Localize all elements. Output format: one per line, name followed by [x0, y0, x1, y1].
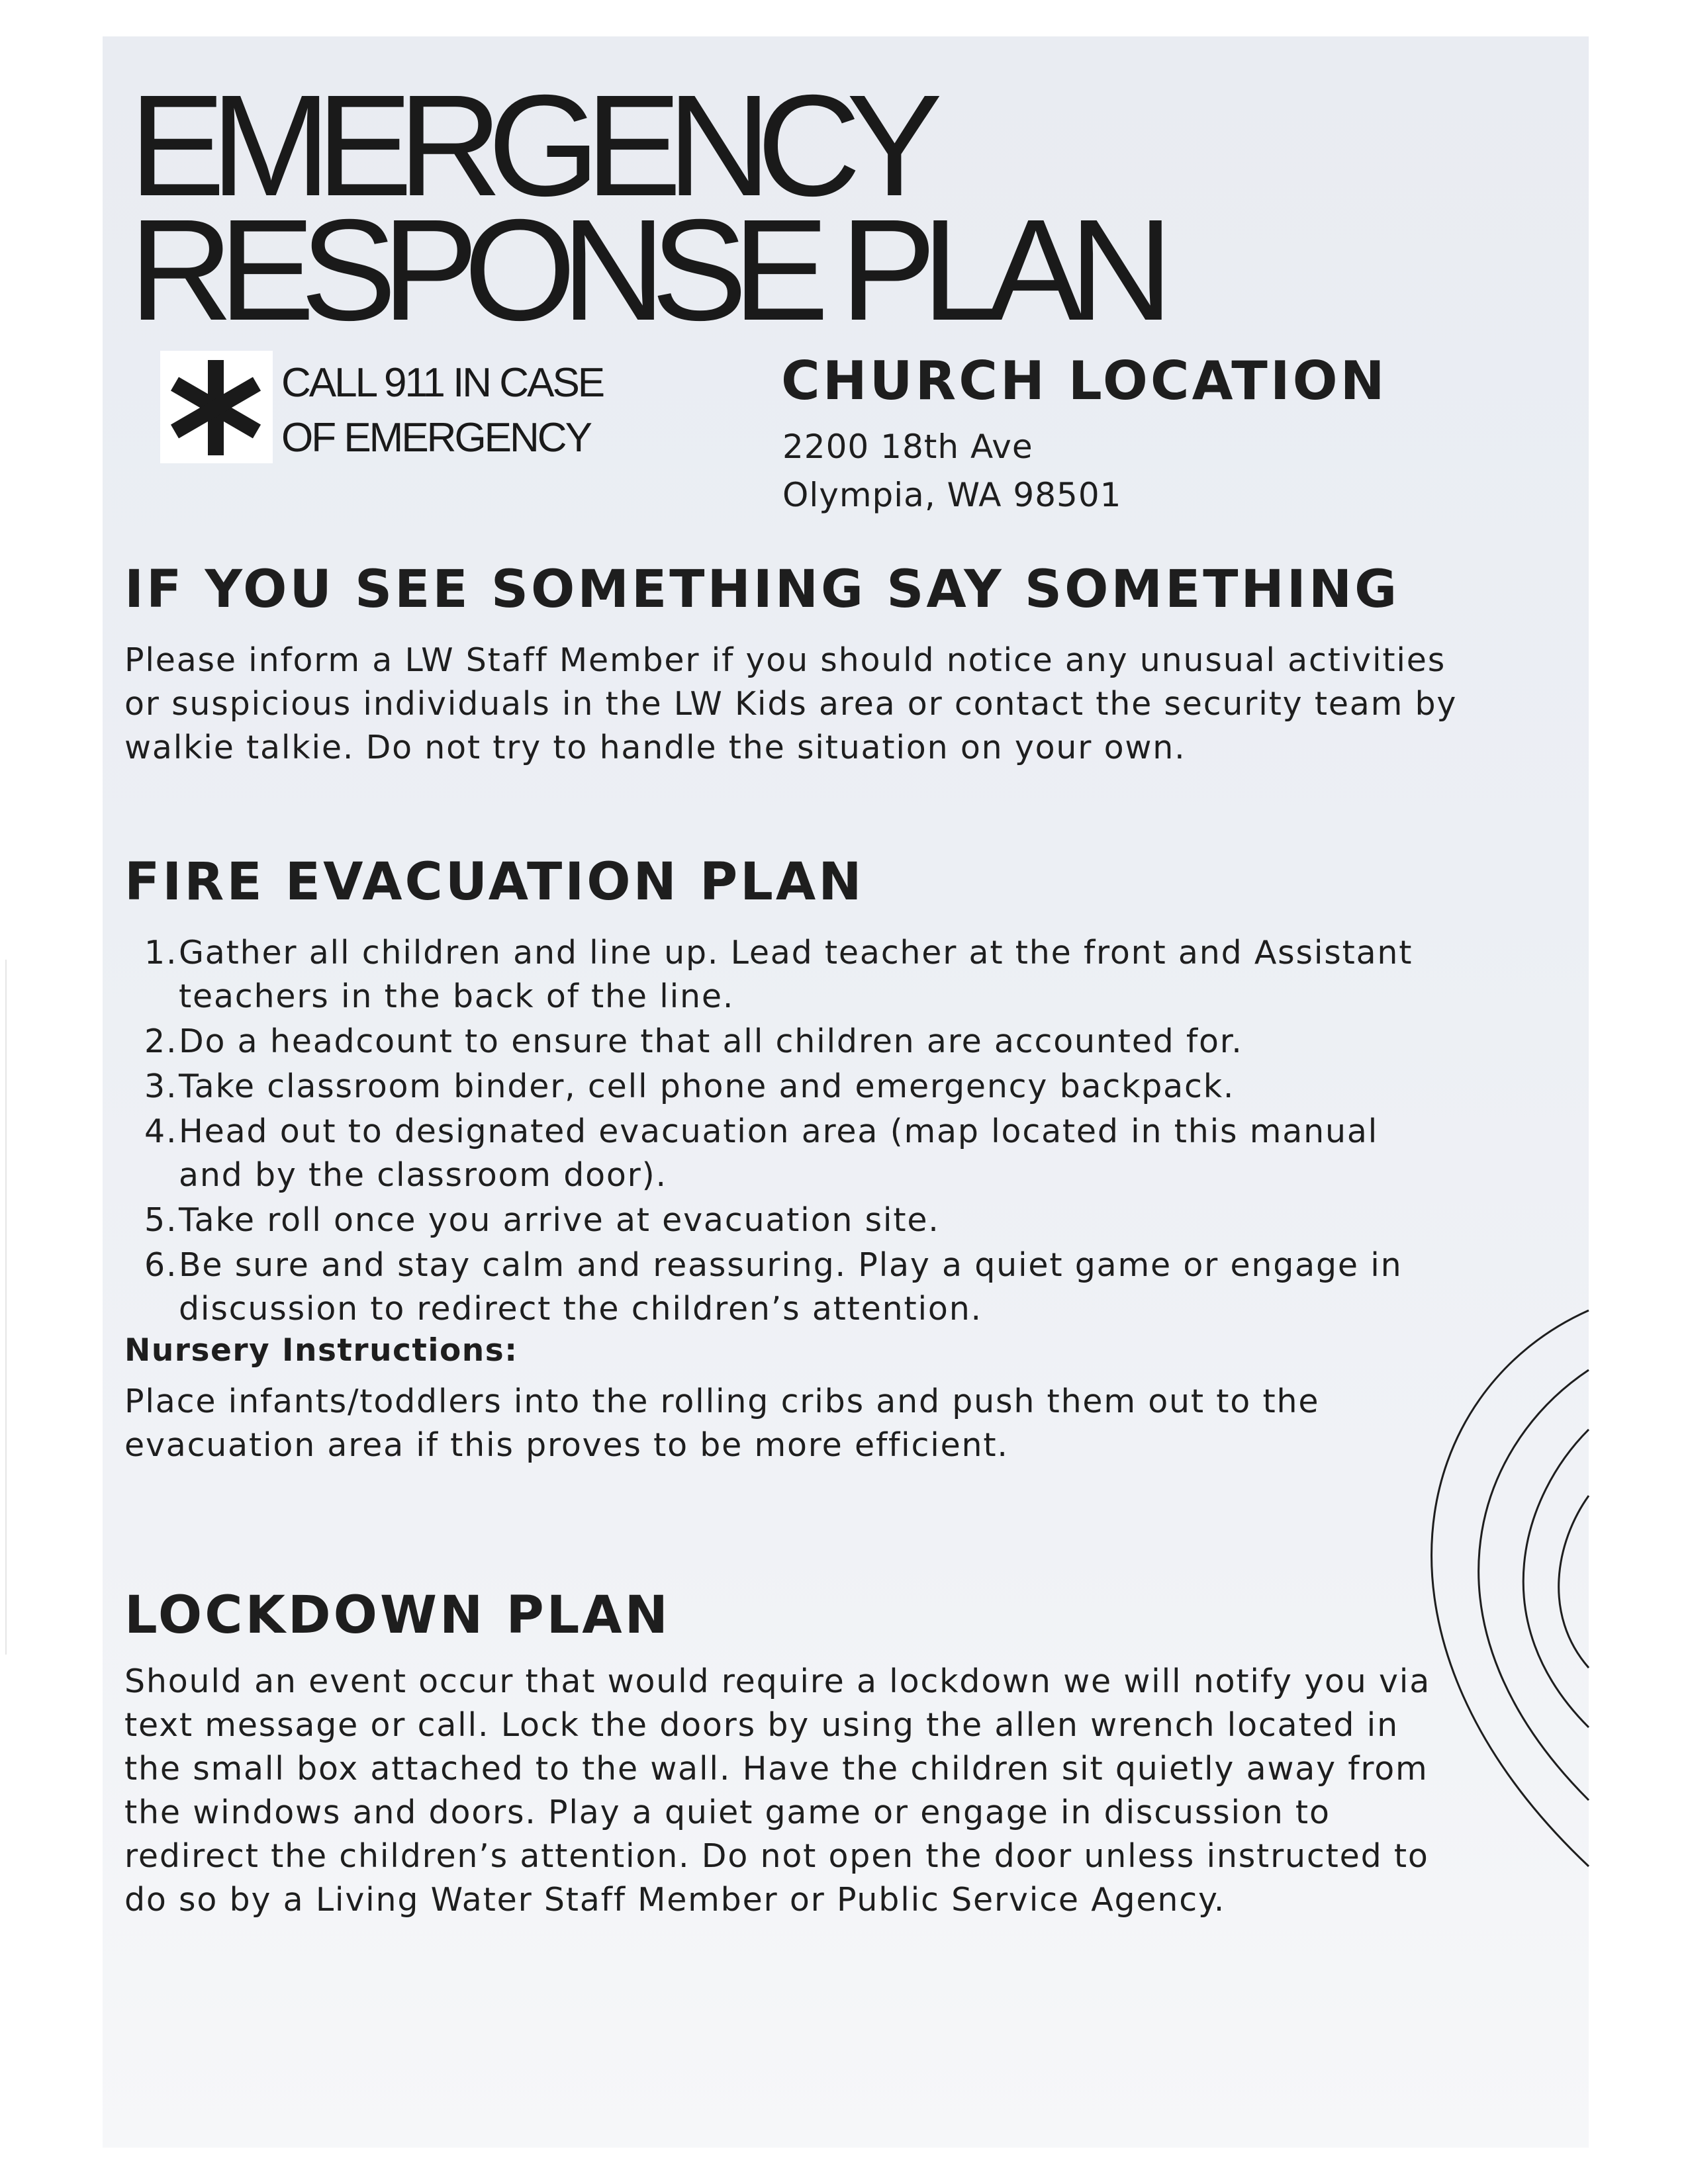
see-something-body: Please inform a LW Staff Member if you should notice any unusual activities or suspicious individuals in the LW Kids area or contact the security team by walkie talkie. Do not try to handle the situation on your own.	[124, 641, 1458, 766]
title-line-1: EMERGENCY	[129, 66, 929, 226]
step-number: 1.	[144, 934, 178, 972]
step-number: 5.	[144, 1201, 178, 1239]
fire-evacuation-heading: FIRE EVACUATION PLAN	[124, 852, 865, 912]
arc-2	[1479, 1370, 1589, 1800]
list-item	[144, 931, 1442, 1019]
step-text: Gather all children and line up. Lead teacher at the front and Assistant teachers in the back of the line.	[179, 934, 1413, 1015]
title-line-2: RESPONSE PLAN	[129, 190, 1159, 351]
step-text: Take classroom binder, cell phone and emergency backpack.	[179, 1068, 1235, 1105]
list-item	[144, 1199, 1442, 1242]
nursery-instructions-label: Nursery Instructions:	[124, 1332, 518, 1369]
emergency-call-line-1: CALL 911 IN CASE	[281, 360, 604, 406]
arc-3	[1523, 1430, 1589, 1727]
fire-evacuation-steps	[144, 931, 1442, 1332]
lockdown-body: Should an event occur that would require a lockdown we will notify you via text message or call. Lock the doors by using the allen wrench located in the small box attached to the wall. Have the children sit quietly away from the windows and doors. Play a quiet game or engage in discussion to redirect the children’s attention. Do not open the door unless instructed to do so by a Living Water Staff Member or Public Service Agency.	[124, 1662, 1431, 1919]
scan-edge-line	[5, 960, 7, 1655]
list-item	[144, 1020, 1442, 1064]
arc-4	[1559, 1496, 1589, 1668]
step-text: Take roll once you arrive at evacuation site.	[179, 1201, 940, 1239]
step-text: Be sure and stay calm and reassuring. Play a quiet game or engage in discussion to redirect the children’s attention.	[179, 1246, 1403, 1328]
address-line-1: 2200 18th Ave	[782, 428, 1033, 466]
step-number: 3.	[144, 1068, 178, 1105]
asterisk-icon	[160, 351, 273, 463]
nursery-instructions-body: Place infants/toddlers into the rolling cribs and push them out to the evacuation area if this proves to be more efficient.	[124, 1383, 1320, 1464]
step-number: 6.	[144, 1246, 178, 1284]
list-item	[144, 1065, 1442, 1109]
step-number: 4.	[144, 1113, 178, 1150]
lockdown-heading: LOCKDOWN PLAN	[124, 1586, 671, 1645]
emergency-call-line-2: OF EMERGENCY	[281, 415, 590, 461]
list-item	[144, 1244, 1442, 1331]
step-text: Head out to designated evacuation area (map located in this manual and by the classroom door).	[179, 1113, 1379, 1194]
address-line-2: Olympia, WA 98501	[782, 476, 1122, 514]
list-item	[144, 1110, 1442, 1197]
step-number: 2.	[144, 1023, 178, 1060]
church-location-heading: CHURCH LOCATION	[781, 350, 1387, 412]
step-text: Do a headcount to ensure that all children are accounted for.	[179, 1023, 1243, 1060]
see-something-heading: IF YOU SEE SOMETHING SAY SOMETHING	[124, 560, 1400, 619]
